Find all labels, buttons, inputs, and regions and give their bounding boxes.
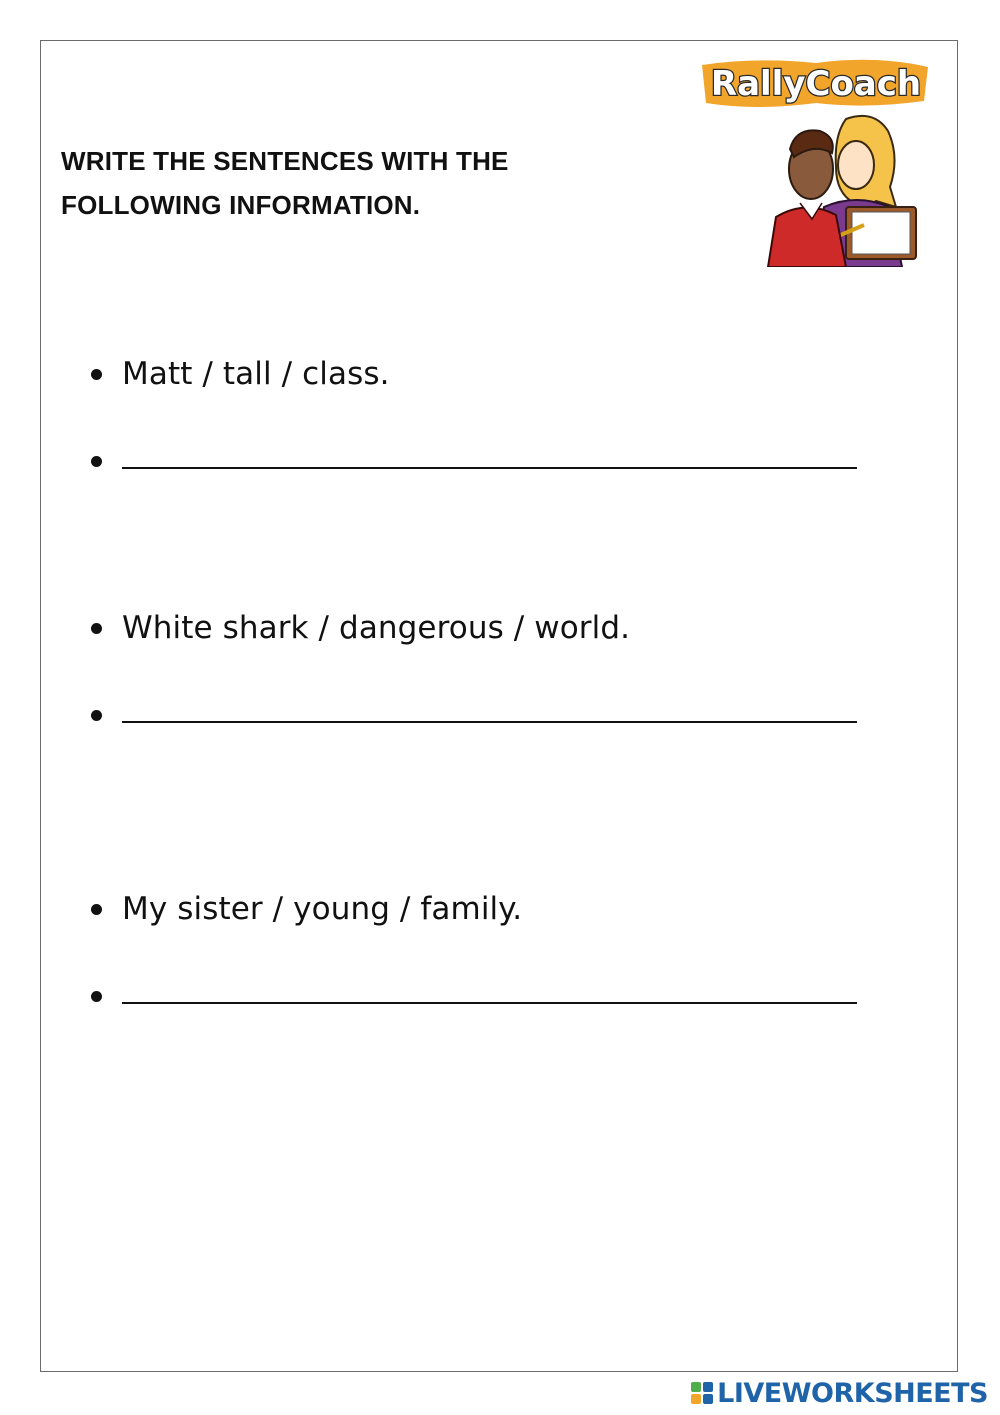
liveworksheets-wordmark: LIVEWORKSHEETS (717, 1377, 988, 1409)
prompt-text-1: Matt / tall / class. (122, 356, 390, 392)
logo-wordmark: RallyCoach (710, 64, 922, 104)
answer-line-2[interactable] (122, 721, 857, 723)
mark-square-v (691, 1394, 701, 1404)
instructions-heading (61, 139, 581, 227)
answer-item-3[interactable] (91, 988, 857, 1004)
mark-square-e (703, 1394, 713, 1404)
rallycoach-logo (696, 57, 936, 267)
bullet-icon (91, 623, 102, 634)
bullet-icon (91, 904, 102, 915)
prompt-text-2: White shark / dangerous / world. (122, 610, 631, 646)
prompt-item-3 (91, 891, 522, 927)
instructions-line-2: FOLLOWING INFORMATION. (61, 190, 421, 220)
mark-square-w (703, 1382, 713, 1392)
bullet-icon (91, 456, 102, 467)
bullet-icon (91, 991, 102, 1002)
mark-square-l (691, 1382, 701, 1392)
bullet-icon (91, 369, 102, 380)
prompt-text-3: My sister / young / family. (122, 891, 523, 927)
answer-line-1[interactable] (122, 467, 857, 469)
instructions-line-1: WRITE THE SENTENCES WITH THE (61, 146, 509, 176)
liveworksheets-logo[interactable] (691, 1377, 988, 1409)
answer-item-1[interactable] (91, 453, 857, 469)
liveworksheets-mark-icon (691, 1382, 713, 1404)
rallycoach-illustration-icon (696, 57, 936, 267)
prompt-item-2 (91, 610, 630, 646)
answer-line-3[interactable] (122, 1002, 857, 1004)
worksheet-page (40, 40, 958, 1372)
prompt-item-1 (91, 356, 390, 392)
bullet-icon (91, 710, 102, 721)
answer-item-2[interactable] (91, 707, 857, 723)
